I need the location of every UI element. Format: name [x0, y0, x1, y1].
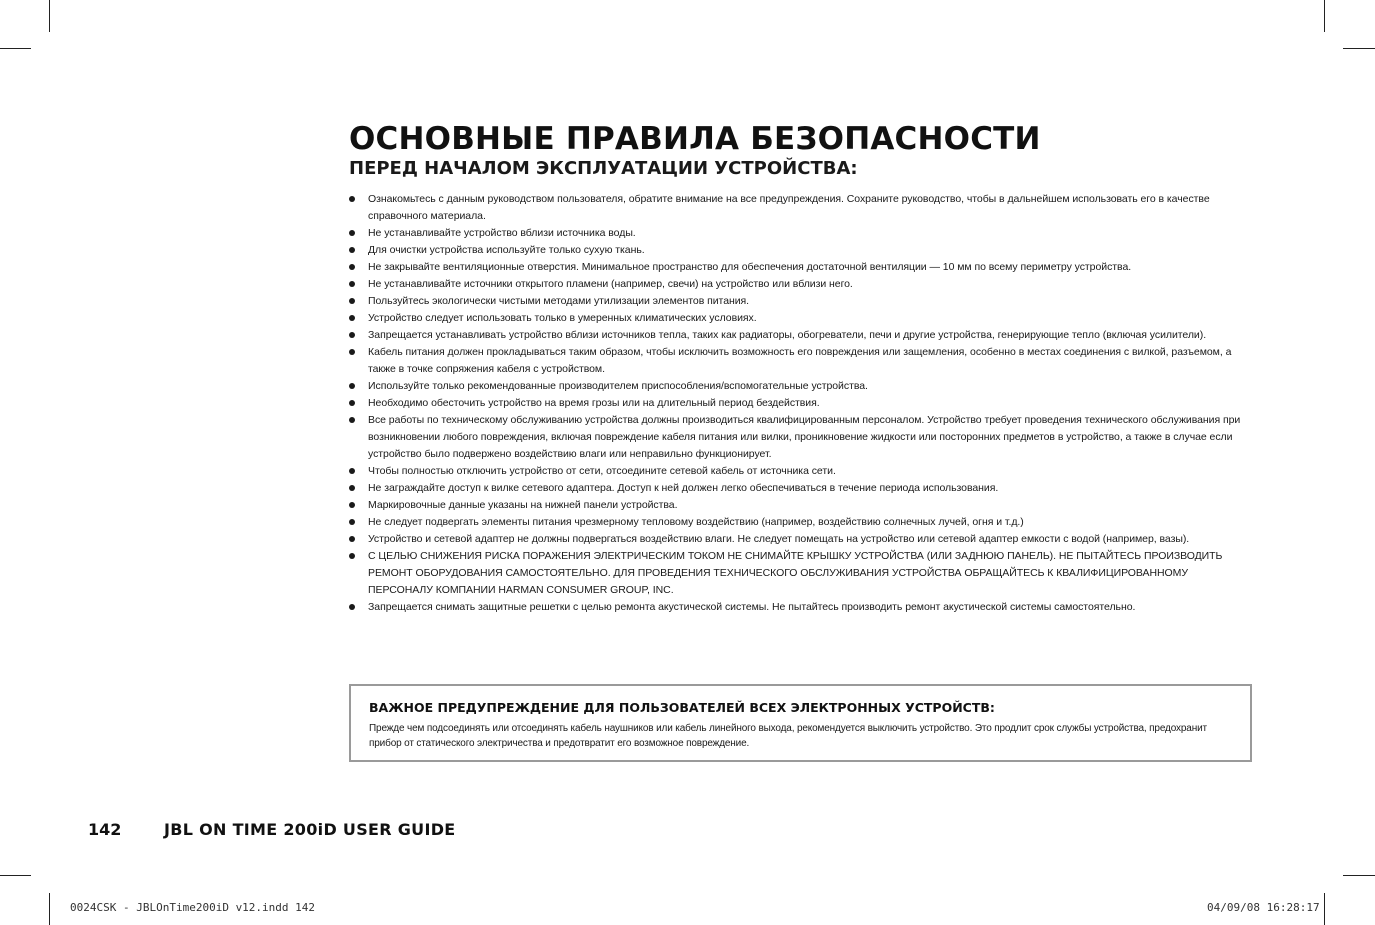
crop-mark-top-right-horizontal — [1343, 48, 1375, 49]
bullet-icon — [349, 349, 355, 355]
crop-mark-bottom-right-horizontal — [1343, 875, 1375, 876]
rule-text: Используйте только рекомендованные производителем приспособления/вспомогательные устройства. — [368, 380, 868, 392]
bullet-icon — [349, 230, 355, 236]
bullet-icon — [349, 383, 355, 389]
rule-text: Пользуйтесь экологически чистыми методами утилизации элементов питания. — [368, 295, 750, 307]
rule-text: Все работы по техническому обслуживанию устройства должны производиться квалифицированным персоналом. Устройство требует проведения технического обслуживания при возникновении любого повреждения, включая повреждение кабеля питания или вилки, проникновение жидкости или посторонних предметов в устройство, а также в случае если устройство было подвержено воздействию влаги или неправильно функционирует. — [368, 414, 1241, 460]
rule-text: Запрещается снимать защитные решетки с целью ремонта акустической системы. Не пытайтесь производить ремонт акустической системы самостоятельно. — [368, 601, 1136, 613]
crop-mark-top-left-horizontal — [0, 48, 31, 49]
rule-text: Не устанавливайте источники открытого пламени (например, свечи) на устройство или вблизи него. — [368, 278, 853, 290]
page-number: 142 — [88, 820, 122, 839]
warning-text: Прежде чем подсоединять или отсоединять кабель наушников или кабель линейного выхода, рекомендуется выключить устройство. Это продлит срок службы устройства, предохранит прибор от статического электричества и предотвратит его возможное повреждение. — [369, 723, 1207, 749]
rule-text: Для очистки устройства используйте только сухую ткань. — [368, 244, 645, 256]
bullet-icon — [349, 400, 355, 406]
rule-text: Не следует подвергать элементы питания чрезмерному тепловому воздействию (например, воздействию солнечных лучей, огня и т.д.) — [368, 516, 1024, 528]
warning-title: ВАЖНОЕ ПРЕДУПРЕЖДЕНИЕ ДЛЯ ПОЛЬЗОВАТЕЛЕЙ ВСЕХ ЭЛЕКТРОННЫХ УСТРОЙСТВ: — [369, 700, 995, 715]
bullet-icon — [349, 196, 355, 202]
safety-rules-list — [349, 191, 1249, 616]
bullet-icon — [349, 485, 355, 491]
crop-mark-top-right — [1324, 0, 1325, 32]
rule-text: Устройство следует использовать только в умеренных климатических условиях. — [368, 312, 757, 324]
rule-text: Необходимо обесточить устройство на время грозы или на длительный период бездействия. — [368, 397, 820, 409]
rule-text: Не устанавливайте устройство вблизи источника воды. — [368, 227, 636, 239]
bullet-icon — [349, 298, 355, 304]
rule-text: Не закрывайте вентиляционные отверстия. Минимальное пространство для обеспечения достаточной вентиляции — 10 мм по всему периметру устройства. — [368, 261, 1132, 273]
crop-mark-bottom-left — [49, 893, 50, 925]
bullet-icon — [349, 332, 355, 338]
page-subtitle: ПЕРЕД НАЧАЛОМ ЭКСПЛУАТАЦИИ УСТРОЙСТВА: — [349, 158, 858, 179]
bullet-icon — [349, 553, 355, 559]
rule-item — [349, 548, 1249, 599]
bullet-icon — [349, 264, 355, 270]
rule-item — [349, 480, 1249, 497]
rule-item — [349, 395, 1249, 412]
rule-item — [349, 599, 1249, 616]
bullet-icon — [349, 536, 355, 542]
rule-text: С ЦЕЛЬЮ СНИЖЕНИЯ РИСКА ПОРАЖЕНИЯ ЭЛЕКТРИЧЕСКИМ ТОКОМ НЕ СНИМАЙТЕ КРЫШКУ УСТРОЙСТВА (ИЛИ ЗАДНЮЮ ПАНЕЛЬ). НЕ ПЫТАЙТЕСЬ ПРОИЗВОДИТЬ РЕМОНТ ОБОРУДОВАНИЯ САМОСТОЯТЕЛЬНО. ДЛЯ ПРОВЕДЕНИЯ ТЕХНИЧЕСКОГО ОБСЛУЖИВАНИЯ УСТРОЙСТВА ОБРАЩАЙТЕСЬ К КВАЛИФИЦИРОВАННОМУ ПЕРСОНАЛУ КОМПАНИИ HARMAN CONSUMER GROUP, INC. — [368, 550, 1223, 596]
rule-text: Чтобы полностью отключить устройство от сети, отсоедините сетевой кабель от источника сети. — [368, 465, 836, 477]
bullet-icon — [349, 604, 355, 610]
bullet-icon — [349, 315, 355, 321]
crop-mark-top-left — [49, 0, 50, 32]
crop-mark-bottom-right — [1324, 893, 1325, 925]
bullet-icon — [349, 502, 355, 508]
crop-mark-bottom-left-horizontal — [0, 875, 31, 876]
rule-item — [349, 310, 1249, 327]
rule-item — [349, 191, 1249, 225]
rule-text: Запрещается устанавливать устройство вблизи источников тепла, таких как радиаторы, обогреватели, печи и другие устройства, генерирующие тепло (включая усилители). — [368, 329, 1207, 341]
bullet-icon — [349, 247, 355, 253]
bullet-icon — [349, 281, 355, 287]
slug-file-info: 0024CSK - JBLOnTime200iD v12.indd 142 — [70, 901, 316, 914]
rule-item — [349, 514, 1249, 531]
rule-item — [349, 531, 1249, 548]
rule-item — [349, 412, 1249, 463]
bullet-icon — [349, 468, 355, 474]
warning-box — [349, 684, 1252, 762]
rule-item — [349, 259, 1249, 276]
guide-title: JBL ON TIME 200iD USER GUIDE — [164, 820, 456, 839]
rule-item — [349, 327, 1249, 344]
rule-text: Кабель питания должен прокладываться таким образом, чтобы исключить возможность его повреждения или защемления, особенно в местах соединения с вилкой, разъемом, а также в точке сопряжения кабеля с устройством. — [368, 346, 1232, 375]
rule-item — [349, 497, 1249, 514]
rule-text: Не заграждайте доступ к вилке сетевого адаптера. Доступ к ней должен легко обеспечиваться в течение периода использования. — [368, 482, 999, 494]
bullet-icon — [349, 519, 355, 525]
rule-item — [349, 463, 1249, 480]
page-title: ОСНОВНЫЕ ПРАВИЛА БЕЗОПАСНОСТИ — [349, 121, 1041, 157]
rule-item — [349, 293, 1249, 310]
bullet-icon — [349, 417, 355, 423]
rule-item — [349, 276, 1249, 293]
rule-text: Ознакомьтесь с данным руководством пользователя, обратите внимание на все предупреждения. Сохраните руководство, чтобы в дальнейшем использовать его в качестве справочного материала. — [368, 193, 1210, 222]
rule-item — [349, 344, 1249, 378]
rule-item — [349, 378, 1249, 395]
rule-item — [349, 242, 1249, 259]
rule-text: Маркировочные данные указаны на нижней панели устройства. — [368, 499, 678, 511]
slug-date-time: 04/09/08 16:28:17 — [1207, 901, 1320, 914]
rule-item — [349, 225, 1249, 242]
rule-text: Устройство и сетевой адаптер не должны подвергаться воздействию влаги. Не следует помещать на устройство или сетевой адаптер емкости с водой (например, вазы). — [368, 533, 1190, 545]
